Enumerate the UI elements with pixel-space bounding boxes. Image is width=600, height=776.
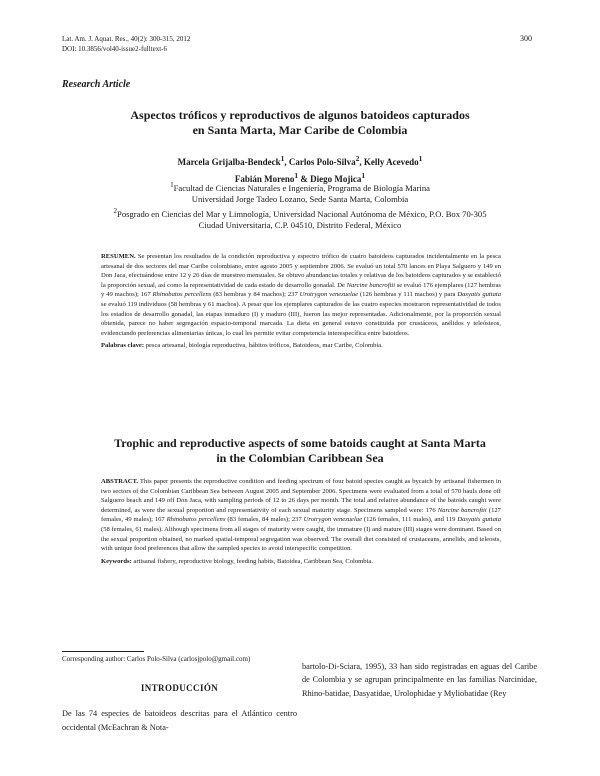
resumen-label: RESUMEN.	[101, 253, 136, 260]
affiliations	[40, 180, 560, 232]
section-type: Research Article	[62, 79, 131, 90]
species-name: Rhinobatos percellens	[166, 516, 226, 524]
palabras-clave-label: Palabras clave:	[101, 342, 145, 350]
affiliation-1-line-2: Universidad Jorge Tadeo Lozano, Sede Santa Marta, Colombia	[191, 194, 409, 205]
affiliation-marker: 2	[113, 206, 118, 215]
affiliation-2-line-2: Ciudad Universitaria, C.P. 04510, Distrito Federal, México	[198, 220, 402, 231]
resumen-text: RESUMEN. Se presentan los resultados de la condición reproductiva y espectro trófico de cuatro batoideos capturados incidentalmente en la pesca artesanal de dos sectores del mar Caribe colombiano, entre agosto 2005 y septiembre 2006. Se evaluó un total 570 lances en Playa Salguero y 149 en Don Jaca, efectuándose entre 12 y 26 días de muestreo mensuales. Se obtuvo abundancias totales y relativas de los batoideos capturados y se estableció la proporción sexual, así como la representatividad de cada estado de desarrollo gonadal. De Narcine bancroftii se evaluó 176 ejemplares (127 hembras y 49 machos); 167 Rhinobatos percellens (83 hembras y 84 machos); 237 Urotrygon venezuelae (126 hembras y 111 machos) y para Dasyatis guttata se evaluó 119 individuos (58 hembras y 61 machos). A pesar que los ejemplares capturados de las cuatro especies mostraron representatividad de todos los estadios de desarrollo gonadal, las etapas inmaduro (I) y maduro (III), fueron las mejor representadas. Adicionalmente, por la proporción sexual obtenida, parece no haber segregación espacio-temporal marcada. La dieta en general estuvo constituida por crustáceos, anélidos y teleósteos, evidenciando preferencias alimentarias únicas, lo cual les permite evitar competencia interespecífica entre batoideos.	[101, 253, 501, 337]
abstract-label: ABSTRACT.	[101, 478, 139, 485]
palabras-clave: Palabras clave: pesca artesanal, biología reproductiva, hábitos tróficos, Batoideos, mar Caribe, Colombia.	[101, 342, 383, 350]
title-spanish-line-1: Aspectos tróficos y reproductivos de algunos batoideos capturados	[130, 108, 470, 122]
species-name: Urotrygon venezuelae	[299, 291, 359, 299]
affiliation-marker: 1	[280, 154, 285, 163]
title-english-line-1: Trophic and reproductive aspects of some batoids caught at Santa Marta	[114, 436, 486, 450]
author-name: Marcela Grijalba-Bendeck	[177, 157, 281, 167]
species-name: Dasyatis guttata	[457, 291, 501, 299]
resumen-block	[101, 252, 501, 351]
affiliation-marker: 1	[170, 181, 174, 189]
abstract-block	[101, 477, 501, 566]
intro-right-column	[302, 660, 537, 700]
title-english	[80, 436, 520, 466]
page-number: 300	[520, 34, 532, 43]
intro-right-text: bartolo-Di-Sciara, 1995), 33 han sido registradas en aguas del Caribe de Colombia y se agrupan principalmente en las familias Narcinidae, Rhino-batidae, Dasyatidae, Urolophidae y Myliobatidae (Rey	[302, 662, 537, 698]
author-name: Kelly Acevedo	[363, 157, 419, 167]
affiliation-marker: 1	[418, 154, 423, 163]
separator: ,	[359, 157, 364, 167]
footnote-divider	[62, 651, 144, 652]
corresponding-author: Corresponding author: Carlos Polo-Silva (carlosjpolo@gmail.com)	[62, 655, 251, 663]
species-name: Rhinobatos percellens	[152, 291, 212, 299]
intro-heading: INTRODUCCIÓN	[140, 683, 219, 693]
title-spanish	[80, 108, 520, 138]
separator: ,	[284, 157, 289, 167]
affiliation-marker: 2	[355, 154, 360, 163]
author-line-1	[80, 152, 520, 169]
species-name: Narcine bancroftii	[437, 506, 487, 514]
journal-citation: Lat. Am. J. Aquat. Res., 40(2): 300-315, 2012	[62, 35, 191, 43]
affiliation-1-line-1: $^1$Facultad de Ciencias Naturales e Ingeniería, Programa de Biología Marina	[170, 181, 430, 193]
abstract-text: ABSTRACT. This paper presents the reproductive condition and feeding spectrum of four batoid species caught as bycatch by artisanal fishermen in two sectors of the Colombian Caribbean Sea between August 2005 and September 2006. Specimens were evaluated from a total of 570 hauls done off Salguero beach and 149 off Don Jaca, with sampling periods of 12 to 26 days per month. The total and relative abundance of the batoids caught were determined, as were the sexual proportion and representativity of each sexual maturity stage. Specimens sampled were: 176 Narcine bancroftii (127 females, 49 males); 167 Rhinobatos percellens (83 females, 84 males); 237 Urotrygon venezuelae (126 females, 111 males), and 119 Dasyatis guttata (58 females, 61 males). Although specimens from all stages of maturity were caught, the immature (I) and mature (III) stages were dominant. Based on the sexual proportion obtained, no marked spatial-temporal segregation was observed. The overall diet consisted of crustaceans, annelids, and teleosts, with unique food preferences that allow the sampled species to avoid interspecific competition.	[101, 478, 501, 553]
title-spanish-line-2: en Santa Marta, Mar Caribe de Colombia	[192, 123, 408, 137]
affiliation-2-line-1: $^2$Posgrado en Ciencias del Mar y Limnología, Universidad Nacional Autónoma de México, P.O. Box 70-305	[113, 206, 487, 219]
species-name: Urotrygon venezuelae	[303, 516, 363, 524]
species-name: Narcine bancroftii	[346, 281, 396, 289]
author-name: Carlos Polo-Silva	[288, 157, 356, 167]
doi: DOI: 10.3856/vol40-issue2-fulltext-6	[62, 45, 167, 53]
separator: &	[298, 174, 311, 184]
journal-header	[62, 34, 190, 54]
species-name: Dasyatis guttata	[457, 516, 501, 524]
keywords-label: Keywords:	[101, 557, 132, 565]
intro-left-column	[62, 682, 297, 734]
title-english-line-2: in the Colombian Caribbean Sea	[216, 451, 384, 465]
affiliation-marker: 1	[294, 171, 299, 180]
author-name: Fabián Moreno	[234, 174, 295, 184]
intro-left-text: De las 74 especies de batoideos descritas para el Atlántico centro occidental (McEachran & Nota-	[62, 709, 297, 732]
keywords: Keywords: artisanal fishery, reproductive biology, feeding habits, Batoidea, Caribbean Sea, Colombia.	[101, 557, 373, 565]
author-name: Diego Mojica	[310, 174, 362, 184]
affiliation-marker: 1	[361, 171, 366, 180]
